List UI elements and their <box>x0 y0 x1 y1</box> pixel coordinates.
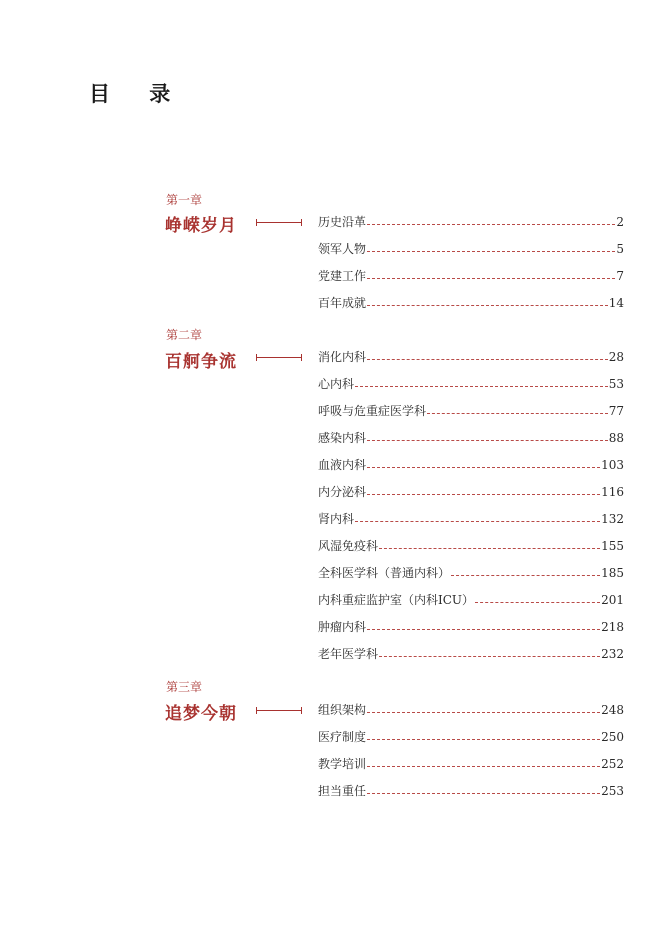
entry-title: 百年成就 <box>318 296 367 310</box>
page-number: 53 <box>608 377 624 391</box>
toc-entry[interactable] <box>318 618 624 634</box>
toc-entry[interactable] <box>318 267 624 283</box>
toc-entry[interactable] <box>318 429 624 445</box>
toc-entry[interactable] <box>318 728 624 744</box>
page-number: 103 <box>601 458 624 472</box>
leader-dots <box>367 793 600 794</box>
toc-entry[interactable] <box>318 701 624 717</box>
toc-entry[interactable] <box>318 564 624 580</box>
entry-title: 历史沿革 <box>318 215 367 229</box>
leader-dots <box>367 766 600 767</box>
page-number: 2 <box>616 215 624 229</box>
toc-entry[interactable] <box>318 240 624 256</box>
leader-dots <box>367 251 615 252</box>
page-number: 28 <box>608 350 624 364</box>
page-number: 252 <box>601 757 624 771</box>
entry-title: 消化内科 <box>318 350 367 364</box>
leader-dots <box>367 278 615 279</box>
page-number: 88 <box>608 431 624 445</box>
page-number: 248 <box>601 703 624 717</box>
toc-entry[interactable] <box>318 591 624 607</box>
chapter-label: 第二章 <box>166 328 203 342</box>
entry-title: 心内科 <box>318 377 355 391</box>
leader-dots <box>367 440 608 441</box>
toc-entry[interactable] <box>318 782 624 798</box>
leader-dots <box>427 413 608 414</box>
page-number: 116 <box>601 485 624 499</box>
entry-title: 感染内科 <box>318 431 367 445</box>
page-number: 185 <box>601 566 624 580</box>
toc-entry[interactable] <box>318 456 624 472</box>
page-number: 201 <box>601 593 624 607</box>
leader-dots <box>475 602 600 603</box>
entry-title: 血液内科 <box>318 458 367 472</box>
entry-title: 医疗制度 <box>318 730 367 744</box>
entry-title: 内分泌科 <box>318 485 367 499</box>
toc-entry[interactable] <box>318 375 624 391</box>
entry-title: 组织架构 <box>318 703 367 717</box>
chapter-label: 第一章 <box>166 193 203 207</box>
entry-title: 教学培训 <box>318 757 367 771</box>
leader-dots <box>379 548 600 549</box>
toc-entry[interactable] <box>318 213 624 229</box>
page-number: 77 <box>608 404 624 418</box>
leader-dots <box>367 467 600 468</box>
entry-title: 肾内科 <box>318 512 355 526</box>
leader-dots <box>355 386 608 387</box>
entry-title: 党建工作 <box>318 269 367 283</box>
toc-entry[interactable] <box>318 645 624 661</box>
page-number: 232 <box>601 647 624 661</box>
toc-entry[interactable] <box>318 402 624 418</box>
page-number: 155 <box>601 539 624 553</box>
entry-title: 肿瘤内科 <box>318 620 367 634</box>
chapter-connector <box>256 357 302 358</box>
toc-entry[interactable] <box>318 294 624 310</box>
chapter-label: 第三章 <box>166 680 203 694</box>
toc-entry[interactable] <box>318 483 624 499</box>
entry-title: 风湿免疫科 <box>318 539 379 553</box>
leader-dots <box>355 521 600 522</box>
leader-dots <box>367 359 608 360</box>
chapter-connector <box>256 222 302 223</box>
toc-entry[interactable] <box>318 755 624 771</box>
page-number: 218 <box>601 620 624 634</box>
leader-dots <box>367 494 600 495</box>
leader-dots <box>451 575 600 576</box>
chapter-name: 峥嵘岁月 <box>165 216 237 236</box>
entry-title: 内科重症监护室（内科ICU） <box>318 593 475 607</box>
toc-entry[interactable] <box>318 510 624 526</box>
leader-dots <box>367 629 600 630</box>
leader-dots <box>367 224 615 225</box>
page-number: 253 <box>601 784 624 798</box>
toc-entry[interactable] <box>318 348 624 364</box>
leader-dots <box>367 712 600 713</box>
entry-title: 领军人物 <box>318 242 367 256</box>
page-number: 5 <box>616 242 624 256</box>
leader-dots <box>367 739 600 740</box>
entry-title: 老年医学科 <box>318 647 379 661</box>
page-number: 132 <box>601 512 624 526</box>
entry-title: 担当重任 <box>318 784 367 798</box>
leader-dots <box>367 305 608 306</box>
page-title: 目 录 <box>89 82 187 106</box>
leader-dots <box>379 656 600 657</box>
page-number: 7 <box>616 269 624 283</box>
page-number: 14 <box>608 296 624 310</box>
chapter-name: 百舸争流 <box>165 352 237 372</box>
page-number: 250 <box>601 730 624 744</box>
entry-title: 全科医学科（普通内科） <box>318 566 451 580</box>
toc-entry[interactable] <box>318 537 624 553</box>
chapter-name: 追梦今朝 <box>165 704 237 724</box>
chapter-connector <box>256 710 302 711</box>
entry-title: 呼吸与危重症医学科 <box>318 404 427 418</box>
